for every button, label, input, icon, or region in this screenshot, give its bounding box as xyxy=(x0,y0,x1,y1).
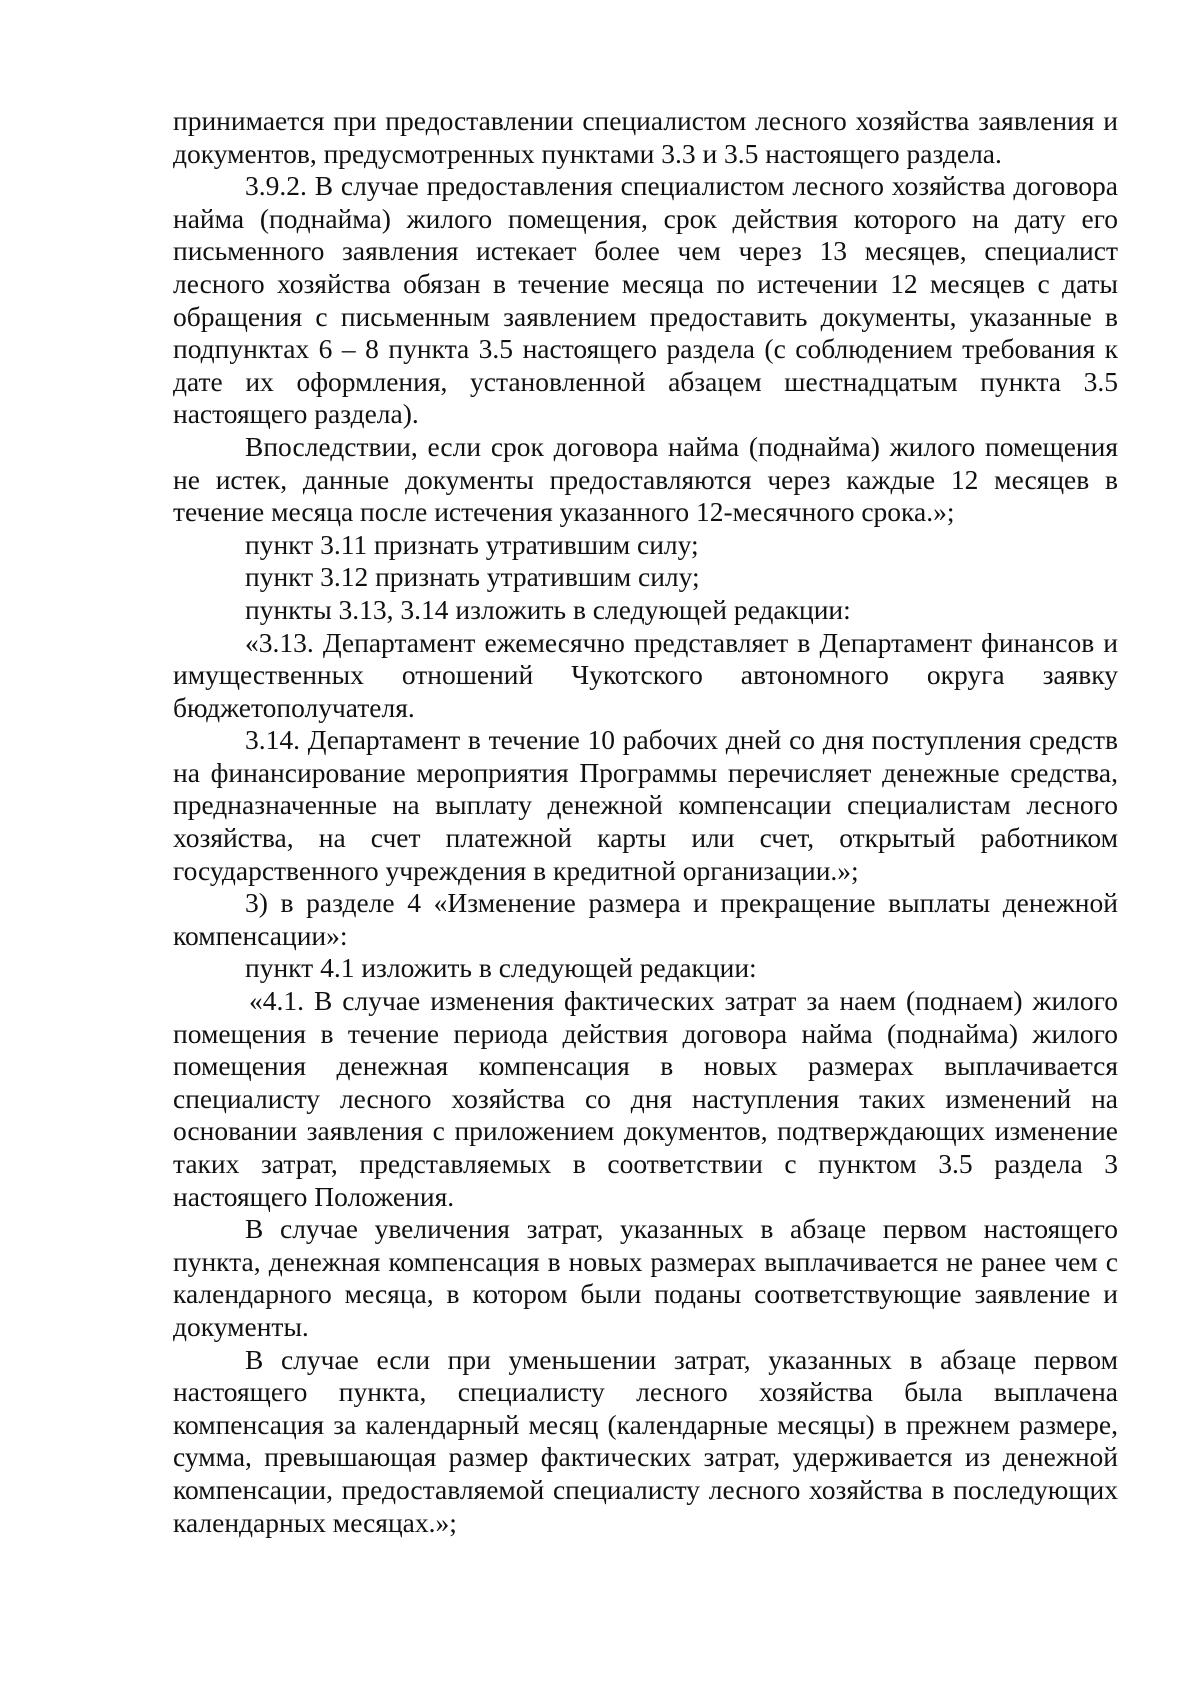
paragraph-continuation: принимается при предоставлении специалистом лесного хозяйства заявления и документов, предусмотренных пунктами 3.3 и 3.5 настоящего раздела. xyxy=(173,105,1118,169)
paragraph-subsequently: Впоследствии, если срок договора найма (поднайма) жилого помещения не истек, данные документы предоставляются через каждые 12 месяцев в течение месяца после истечения указанного 12-месячного срока.»; xyxy=(173,430,1118,528)
paragraph-4-1: «4.1. В случае изменения фактических затрат за наем (поднаем) жилого помещения в течение периода действия договора найма (поднайма) жилого помещения денежная компенсация в новых размерах выплачивается специалисту лесного хозяйства со дня наступления таких изменений на основании заявления с приложением документов, подтверждающих изменение таких затрат, представляемых в соответствии с пунктом 3.5 раздела 3 настоящего Положения. xyxy=(173,985,1118,1212)
paragraph-decrease: В случае если при уменьшении затрат, указанных в абзаце первом настоящего пункта, специалисту лесного хозяйства была выплачена компенсация за календарный месяц (календарные месяцы) в прежнем размере, сумма, превышающая размер фактических затрат, удерживается из денежной компенсации, предоставляемой специалисту лесного хозяйства в последующих календарных месяцах.»; xyxy=(173,1343,1118,1538)
paragraph-3-12-repealed: пункт 3.12 признать утратившим силу; xyxy=(245,561,700,593)
paragraph-3-13-3-14-intro: пункты 3.13, 3.14 изложить в следующей редакции: xyxy=(245,593,851,625)
paragraph-3-14: 3.14. Департамент в течение 10 рабочих дней со дня поступления средств на финансирование мероприятия Программы перечисляет денежные средства, предназначенные на выплату денежной компенсации специалистам лесного хозяйства, на счет платежной карты или счет, открытый работником государственного учреждения в кредитной организации.»; xyxy=(173,724,1118,886)
paragraph-increase: В случае увеличения затрат, указанных в абзаце первом настоящего пункта, денежная компенсация в новых размерах выплачивается не ранее чем с календарного месяца, в котором были поданы соответствующие заявление и документы. xyxy=(173,1213,1118,1342)
paragraph-3-9-2: 3.9.2. В случае предоставления специалистом лесного хозяйства договора найма (поднайма) жилого помещения, срок действия которого на дату его письменного заявления истекает более чем через 13 месяцев, специалист лесного хозяйства обязан в течение месяца по истечении 12 месяцев с даты обращения с письменным заявлением предоставить документы, указанные в подпунктах 6 – 8 пункта 3.5 настоящего раздела (с соблюдением требования к дате их оформления, установленной абзацем шестнадцатым пункта 3.5 настоящего раздела). xyxy=(173,170,1118,430)
paragraph-4-1-intro: пункт 4.1 изложить в следующей редакции: xyxy=(245,952,757,984)
paragraph-section-4: 3) в разделе 4 «Изменение размера и прекращение выплаты денежной компенсации»: xyxy=(173,887,1118,951)
paragraph-3-13: «3.13. Департамент ежемесячно представляет в Департамент финансов и имущественных отношений Чукотского автономного округа заявку бюджетополучателя. xyxy=(173,626,1118,723)
document-page xyxy=(173,105,1118,1539)
paragraph-3-11-repealed: пункт 3.11 признать утратившим силу; xyxy=(245,528,699,560)
